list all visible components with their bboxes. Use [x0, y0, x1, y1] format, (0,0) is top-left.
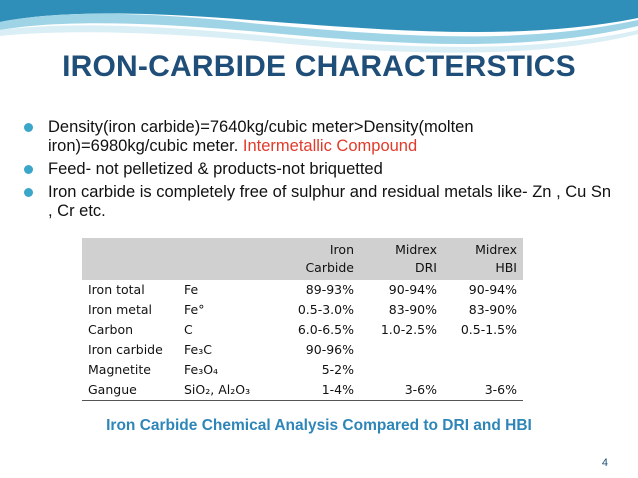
- cell-formula: Fe₃O₄: [184, 362, 219, 377]
- cell-dri: 83-90%: [388, 302, 437, 317]
- bullet-item: [22, 118, 612, 156]
- cell-name: Iron carbide: [88, 342, 163, 357]
- cell-dri: 90-94%: [388, 282, 437, 297]
- bullet-list: [22, 118, 612, 225]
- bullet-highlight: Intermetallic Compound: [242, 137, 418, 155]
- cell-carbide: 5-2%: [321, 362, 354, 377]
- table-header-row: [82, 238, 523, 280]
- bullet-dot-icon: [24, 165, 33, 174]
- cell-dri: [360, 360, 443, 380]
- cell-hbi: [443, 360, 523, 380]
- table-caption: Iron Carbide Chemical Analysis Compared to DRI and HBI: [106, 417, 532, 434]
- cell-name: Iron total: [88, 282, 145, 297]
- table-row: [82, 320, 523, 340]
- bullet-text: Feed- not pelletized & products-not briquetted: [48, 160, 383, 178]
- bullet-dot-icon: [24, 188, 33, 197]
- table-header-midrex-dri: Midrex DRI: [395, 242, 437, 275]
- cell-carbide: 6.0-6.5%: [297, 322, 354, 337]
- cell-hbi: 90-94%: [468, 282, 517, 297]
- table-row: [82, 280, 523, 300]
- cell-formula: Fe: [184, 282, 199, 297]
- cell-hbi: 3-6%: [443, 380, 523, 401]
- table-header-iron-carbide: Iron Carbide: [305, 242, 354, 275]
- cell-carbide: 90-96%: [305, 342, 354, 357]
- cell-hbi: [443, 340, 523, 360]
- cell-formula: Fe°: [184, 302, 205, 317]
- cell-name: Gangue: [82, 380, 178, 401]
- cell-carbide: 1-4%: [274, 380, 360, 401]
- bullet-text: Iron carbide is completely free of sulphur and residual metals like- Zn , Cu Sn , Cr etc.: [48, 183, 612, 220]
- cell-hbi: 83-90%: [468, 302, 517, 317]
- cell-name: Magnetite: [88, 362, 151, 377]
- analysis-table-container: [82, 238, 523, 401]
- slide-title: IRON-CARBIDE CHARACTERSTICS: [62, 50, 576, 83]
- cell-carbide: 89-93%: [305, 282, 354, 297]
- cell-carbide: 0.5-3.0%: [297, 302, 354, 317]
- bullet-text: Density(iron carbide)=7640kg/cubic meter>Density(molten iron)=6980kg/cubic meter.: [48, 118, 474, 155]
- table-header-cell: [178, 238, 274, 280]
- cell-dri: [360, 340, 443, 360]
- cell-hbi: 0.5-1.5%: [460, 322, 517, 337]
- bullet-item: [22, 160, 612, 179]
- table-row: [82, 300, 523, 320]
- bullet-dot-icon: [24, 123, 33, 132]
- cell-formula: Fe₃C: [184, 342, 212, 357]
- table-row: [82, 340, 523, 360]
- table-header-midrex-hbi: Midrex HBI: [475, 242, 517, 275]
- analysis-table: [82, 238, 523, 401]
- table-header-cell: [82, 238, 178, 280]
- table-row: [82, 380, 523, 401]
- cell-dri: 3-6%: [360, 380, 443, 401]
- cell-dri: 1.0-2.5%: [380, 322, 437, 337]
- bullet-item: [22, 183, 612, 221]
- cell-formula: C: [184, 322, 193, 337]
- cell-name: Carbon: [88, 322, 134, 337]
- table-row: [82, 360, 523, 380]
- cell-formula: SiO₂, Al₂O₃: [178, 380, 274, 401]
- page-number: 4: [601, 457, 608, 469]
- cell-name: Iron metal: [88, 302, 152, 317]
